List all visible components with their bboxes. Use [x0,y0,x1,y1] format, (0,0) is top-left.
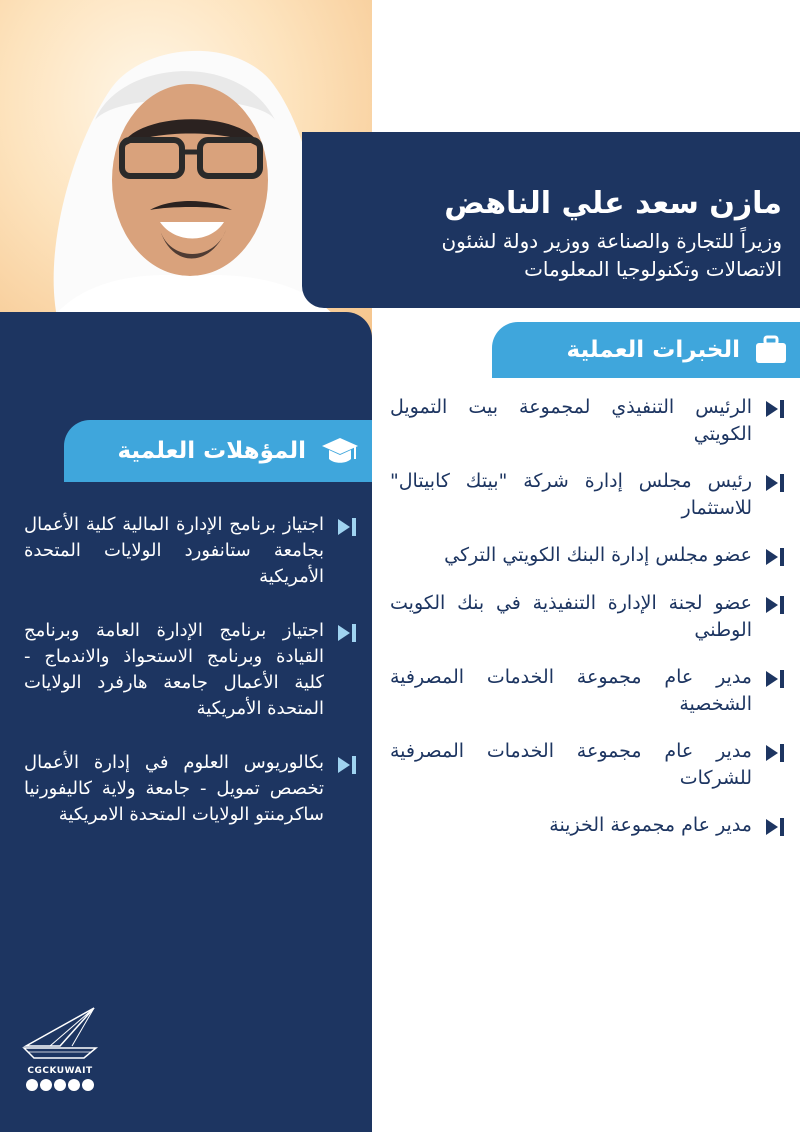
triangle-bullet-icon [764,818,786,840]
list-item [380,812,786,840]
list-item [20,750,358,828]
list-item [380,664,786,718]
qualifications-list [20,512,358,856]
experience-item: مدير عام مجموعة الخدمات المصرفية للشركات [390,740,752,789]
triangle-bullet-icon [764,548,786,570]
experience-heading: الخبرات العملية [566,337,740,363]
position-line-1: وزيراً للتجارة والصناعة ووزير دولة لشئون [441,229,782,253]
graduation-cap-icon [320,435,360,467]
triangle-bullet-icon [764,474,786,496]
list-item [380,394,786,448]
triangle-bullet-icon [336,624,358,646]
list-item [20,512,358,590]
triangle-bullet-icon [336,756,358,778]
qualification-item: اجتياز برنامج الإدارة العامة وبرنامج القيادة وبرنامج الاستحواذ والاندماج - كلية الأعمال جامعة هارفرد الولايات المتحدة الأمريكية [24,620,324,719]
instagram-icon[interactable] [40,1079,52,1091]
experience-item: الرئيس التنفيذي لمجموعة بيت التمويل الكويتي [390,396,752,445]
experience-item: عضو لجنة الإدارة التنفيذية في بنك الكويت الوطني [390,592,752,641]
list-item [380,542,786,570]
ship-logo-icon [20,1006,100,1060]
experience-item: مدير عام مجموعة الخدمات المصرفية الشخصية [390,666,752,715]
triangle-bullet-icon [764,744,786,766]
logo-text: CGCKUWAIT [27,1066,93,1076]
experience-heading-tab [492,322,800,378]
qualification-item: بكالوريوس العلوم في إدارة الأعمال تخصص تمويل - جامعة ولاية كاليفورنيا ساكرمنتو الولايات المتحدة الامريكية [24,752,324,825]
cgc-logo [18,1006,102,1091]
triangle-bullet-icon [764,400,786,422]
triangle-bullet-icon [764,670,786,692]
experience-item: رئيس مجلس إدارة شركة "بيتك كابيتال" للاستثمار [390,470,752,519]
triangle-bullet-icon [764,596,786,618]
facebook-icon[interactable] [82,1079,94,1091]
qualifications-heading-tab [64,420,372,482]
list-item [20,618,358,722]
experience-list [380,394,786,860]
briefcase-icon [754,335,788,365]
list-item [380,468,786,522]
person-name: مازن سعد علي الناهض [444,186,782,221]
qualifications-heading: المؤهلات العلمية [117,438,306,464]
position-line-2: الاتصالات وتكنولوجيا المعلومات [524,257,782,281]
list-item [380,590,786,644]
qualification-item: اجتياز برنامج الإدارة المالية كلية الأعمال بجامعة ستانفورد الولايات المتحدة الأمريكية [24,514,324,587]
triangle-bullet-icon [336,518,358,540]
experience-item: عضو مجلس إدارة البنك الكويتي التركي [444,544,752,566]
list-item [380,738,786,792]
profile-header [322,186,782,283]
snapchat-icon[interactable] [26,1079,38,1091]
social-icons [18,1079,102,1091]
experience-item: مدير عام مجموعة الخزينة [549,814,752,836]
youtube-icon[interactable] [54,1079,66,1091]
twitter-icon[interactable] [68,1079,80,1091]
